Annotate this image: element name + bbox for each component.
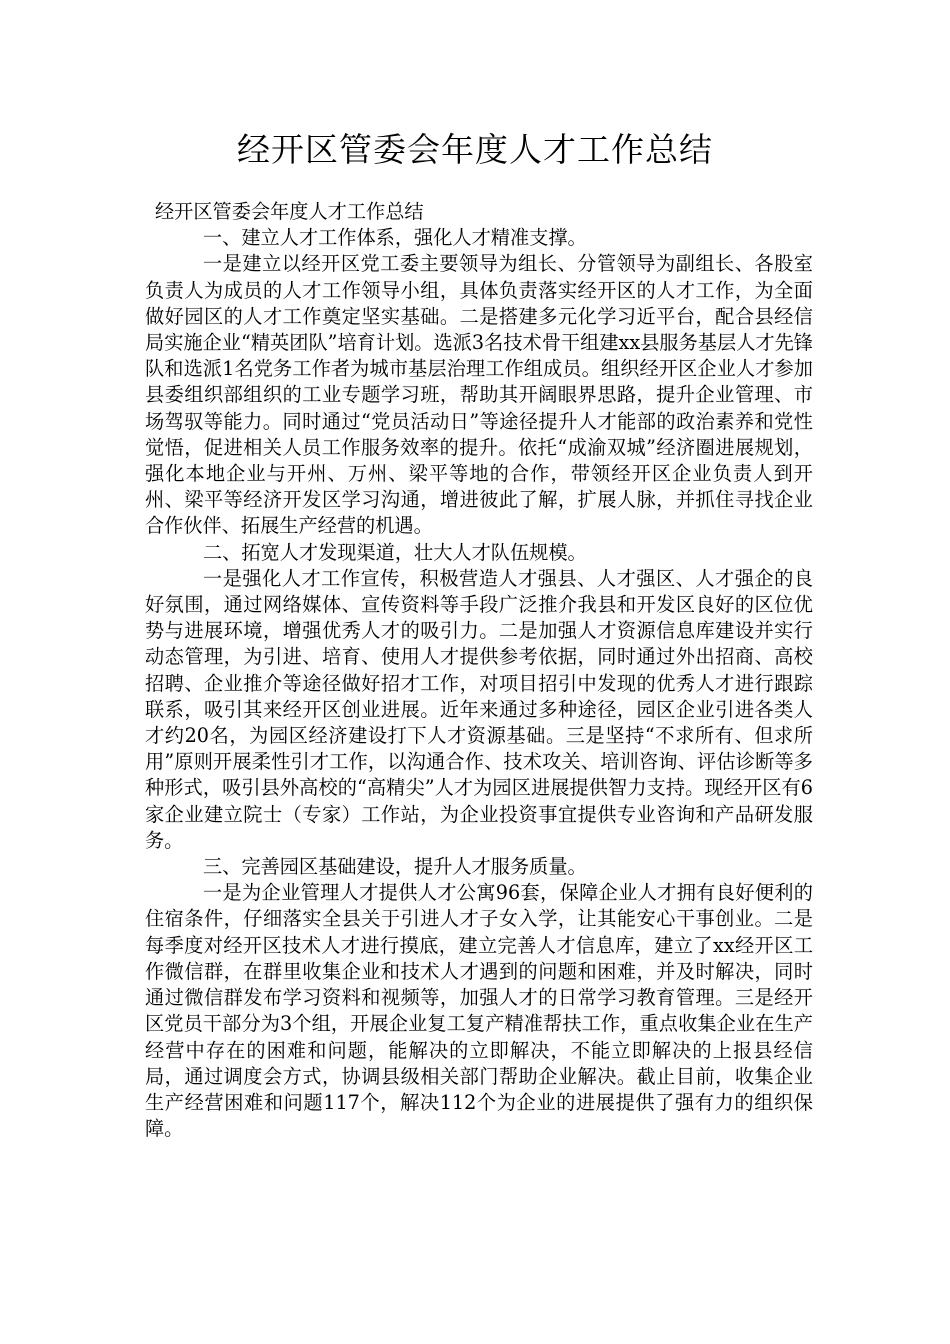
document-body — [145, 199, 813, 1142]
section-paragraph-2: 一是强化人才工作宣传，积极营造人才强县、人才强区、人才强企的良好氛围，通过网络媒体、宣传资料等手段广泛推介我县和开发区良好的区位优势与进展环境，增强优秀人才的吸引力。二是加强人才资源信息库建设并实行动态管理，为引进、培育、使用人才提供参考依据，同时通过外出招商、高校招聘、企业推介等途径做好招才工作，对项目招引中发现的优秀人才进行跟踪联系，吸引其来经开区创业进展。近年来通过多种途径，园区企业引进各类人才约20名，为园区经济建设打下人才资源基础。三是坚持“不求所有、但求所用”原则开展柔性引才工作，以沟通合作、技术攻关、培训咨询、评估诊断等多种形式，吸引县外高校的“高精尖”人才为园区进展提供智力支持。现经开区有6家企业建立院士（专家）工作站，为企业投资事宜提供专业咨询和产品研发服务。 — [145, 566, 813, 852]
section-paragraph-1: 一是建立以经开区党工委主要领导为组长、分管领导为副组长、各股室负责人为成员的人才工作领导小组，具体负责落实经开区的人才工作，为全面做好园区的人才工作奠定坚实基础。二是搭建多元化学习近平台，配合县经信局实施企业“精英团队”培育计划。选派3名技术骨干组建xx县服务基层人才先锋队和选派1名党务工作者为城市基层治理工作组成员。组织经开区企业人才参加县委组织部组织的工业专题学习班，帮助其开阔眼界思路，提升企业管理、市场驾驭等能力。同时通过“党员活动日”等途径提升人才能部的政治素养和党性觉悟，促进相关人员工作服务效率的提升。依托“成渝双城”经济圈进展规划，强化本地企业与开州、万州、梁平等地的合作，带领经开区企业负责人到开州、梁平等经济开发区学习沟通，增进彼此了解，扩展人脉，并抓住寻找企业合作伙伴、拓展生产经营的机遇。 — [145, 252, 813, 538]
section-heading-1: 一、建立人才工作体系，强化人才精准支撑。 — [203, 226, 587, 250]
section-heading-2: 二、拓宽人才发现渠道，壮大人才队伍规模。 — [203, 540, 587, 564]
document-title: 经开区管委会年度人才工作总结 — [237, 130, 713, 169]
document-subtitle: 经开区管委会年度人才工作总结 — [155, 200, 424, 223]
section-paragraph-3: 一是为企业管理人才提供人才公寓96套，保障企业人才拥有良好便利的住宿条件，仔细落实全县关于引进人才子女入学，让其能安心干事创业。二是每季度对经开区技术人才进行摸底，建立完善人才信息库，建立了xx经开区工作微信群，在群里收集企业和技术人才遇到的问题和困难，并及时解决，同时通过微信群发布学习资料和视频等，加强人才的日常学习教育管理。三是经开区党员干部分为3个组，开展企业复工复产精准帮扶工作，重点收集企业在生产经营中存在的困难和问题，能解决的立即解决，不能立即解决的上报县经信局，通过调度会方式，协调县级相关部门帮助企业解决。截止目前，收集企业生产经营困难和问题117个，解决112个为企业的进展提供了强有力的组织保障。 — [145, 881, 813, 1141]
section-heading-3: 三、完善园区基础建设，提升人才服务质量。 — [203, 855, 587, 879]
